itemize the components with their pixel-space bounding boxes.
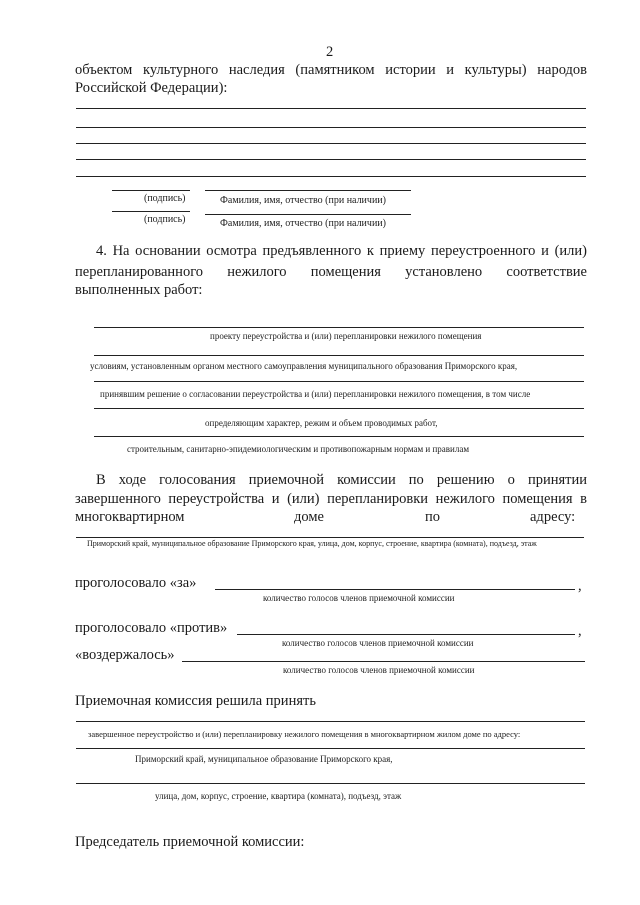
blank-line (76, 143, 586, 144)
name-caption: Фамилия, имя, отчество (при наличии) (220, 218, 386, 229)
caption-norms: строительным, санитарно-эпидемиологическим и противопожарным нормам и правилам (127, 444, 470, 454)
blank-line (76, 159, 586, 160)
vote-line3-b: доме (294, 509, 324, 525)
votes-for-caption: количество голосов членов приемочной комиссии (263, 593, 455, 603)
blank-line (76, 127, 586, 128)
caption-project: проекту переустройства и (или) перепланировки нежилого помещения (210, 331, 482, 341)
decision-caption2: Приморский край, муниципальное образование Приморского края, (135, 754, 393, 764)
votes-against-comma: , (578, 623, 582, 639)
decision-caption3: улица, дом, корпус, строение, квартира (комната), подъезд, этаж (155, 791, 402, 801)
blank-line (76, 108, 586, 109)
caption-conditions: условиям, установленным органом местного самоуправления муниципального образования Приморского края, (90, 361, 518, 371)
blank-line (94, 408, 584, 409)
address-line (76, 537, 584, 538)
votes-for-line (215, 589, 575, 590)
chairman-label: Председатель приемочной комиссии: (75, 834, 305, 850)
votes-abstain-label: «воздержалось» (75, 647, 175, 663)
vote-line3-a: многоквартирном (75, 509, 185, 525)
blank-line (94, 381, 584, 382)
signature-line (112, 190, 190, 191)
blank-line (94, 327, 584, 328)
p1-line2: Российской Федерации): (75, 80, 228, 96)
blank-line (76, 748, 585, 749)
vote-line1: В ходе голосования приемочной комиссии по решению о принятии (96, 472, 587, 488)
p1-line1: объектом культурного наследия (памятником истории и культуры) народов (75, 62, 587, 78)
blank-line (94, 355, 584, 356)
votes-for-label: проголосовало «за» (75, 575, 197, 591)
address-caption: Приморский край, муниципальное образование Приморского края, улица, дом, корпус, строение, квартира (комната), подъезд, этаж (87, 539, 537, 548)
signature-caption: (подпись) (144, 214, 186, 225)
caption-character: определяющим характер, режим и объем проводимых работ, (205, 418, 438, 428)
name-line (205, 214, 411, 215)
caption-decision: принявшим решение о согласовании переустройства и (или) перепланировки нежилого помещения, в том числе (100, 389, 531, 399)
decision-caption1: завершенное переустройство и (или) перепланировку нежилого помещения в многоквартирном жилом доме по адресу: (88, 729, 521, 739)
p4-line2: перепланированного нежилого помещения установлено соответствие (75, 264, 587, 280)
votes-against-line (237, 634, 575, 635)
signature-line (112, 211, 190, 212)
votes-against-caption: количество голосов членов приемочной комиссии (282, 638, 474, 648)
signature-caption: (подпись) (144, 193, 186, 204)
blank-line (76, 176, 586, 177)
name-caption: Фамилия, имя, отчество (при наличии) (220, 195, 386, 206)
votes-against-label: проголосовало «против» (75, 620, 228, 636)
name-line (205, 190, 411, 191)
decision-text: Приемочная комиссия решила принять (75, 693, 316, 709)
vote-line2: завершенного переустройства и (или) перепланировки нежилого помещения в (75, 491, 587, 507)
vote-line3-d: адресу: (530, 509, 576, 525)
votes-abstain-line (182, 661, 585, 662)
vote-line3-c: по (425, 509, 441, 525)
blank-line (94, 436, 584, 437)
blank-line (76, 783, 585, 784)
p4-line3: выполненных работ: (75, 282, 203, 298)
votes-for-comma: , (578, 578, 582, 594)
p4-line1: 4. На основании осмотра предъявленного к приему переустроенного и (или) (96, 243, 587, 259)
page-number: 2 (326, 44, 334, 60)
blank-line (76, 721, 585, 722)
votes-abstain-caption: количество голосов членов приемочной комиссии (283, 665, 475, 675)
